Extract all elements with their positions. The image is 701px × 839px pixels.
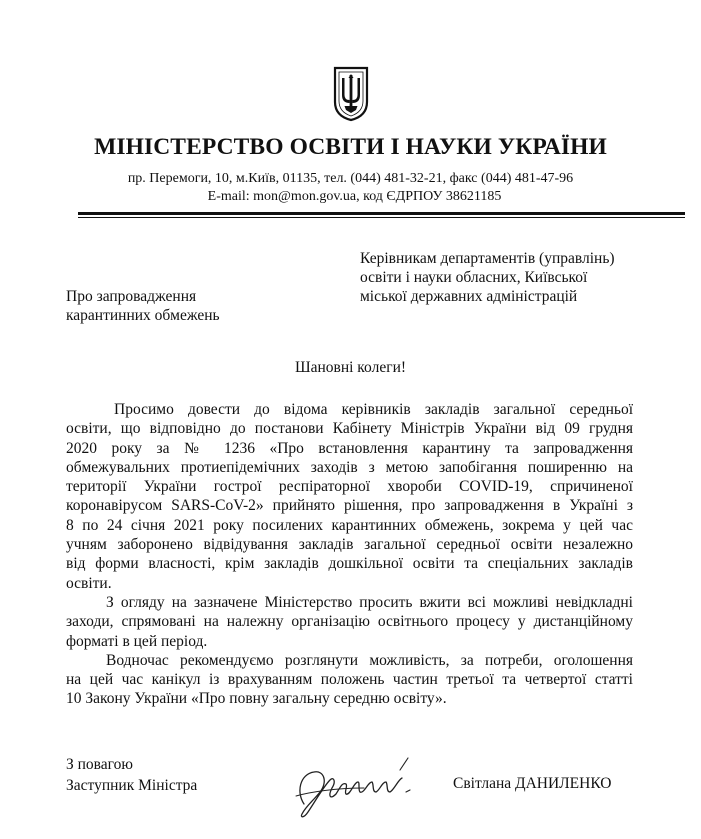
signatory-name: Світлана ДАНИЛЕНКО	[453, 775, 612, 792]
body-line: території України гострої респіраторної хвороби COVID-19, спричиненої	[66, 478, 633, 496]
header-divider-thick	[78, 212, 685, 215]
body-line: коронавірусом SARS-CoV-2» прийнято рішення, про запровадження в Україні з	[66, 497, 633, 515]
body-line: Просимо довести до відома керівників закладів загальної середньої	[114, 401, 633, 418]
ministry-contacts	[0, 170, 701, 206]
addressee-line: Керівникам департаментів (управлінь)	[360, 250, 615, 267]
body-line: обмежувальних протиепідемічних заходів з метою запобігання поширенню на	[66, 458, 633, 476]
subject-line: карантинних обмежень	[66, 307, 220, 324]
ministry-address: пр. Перемоги, 10, м.Київ, 01135, тел. (044) 481-32-21, факс (044) 481-47-96	[127, 171, 574, 186]
body-line: освіти.	[66, 574, 112, 592]
trident-emblem-icon	[331, 62, 371, 122]
body-line: освіти, що відповідно до постанови Кабінету Міністрів України від 09 грудня	[66, 420, 633, 438]
body-line: Водночас рекомендуємо розглянути можливість, за потреби, оголошення	[106, 651, 633, 669]
subject-block	[66, 287, 220, 325]
body-line: 8 по 24 січня 2021 року посилених карантинних обмежень, зокрема у цей час	[66, 516, 633, 534]
subject-line: Про запровадження	[66, 288, 197, 305]
addressee-line: освіти і науки обласних, Київської	[360, 269, 588, 286]
body-line: З огляду на зазначене Міністерство просить вжити всі можливі невідкладні	[106, 593, 633, 611]
body-line: форматі в цей період.	[66, 632, 208, 650]
body-line: учням заборонено відвідування закладів загальної середньої освіти незалежно	[66, 536, 633, 554]
ministry-title: МІНІСТЕРСТВО ОСВІТИ І НАУКИ УКРАЇНИ	[94, 134, 607, 160]
ministry-email-code: E-mail: mon@mon.gov.ua, код ЄДРПОУ 38621185	[207, 189, 502, 204]
header-divider-thin	[78, 217, 685, 218]
closing-block	[66, 754, 197, 796]
addressee-block	[360, 249, 680, 306]
closing-regards: З повагою	[66, 756, 133, 773]
signature-icon	[290, 752, 420, 822]
body-line: заходи, спрямовані на належну організацію освітнього процесу у дистанційному	[66, 613, 633, 631]
addressee-line: міської державних адміністрацій	[360, 288, 578, 305]
body-line: від форми власності, крім закладів дошкільної освіти та спеціальних закладів	[66, 555, 633, 573]
greeting: Шановні колеги!	[294, 359, 407, 376]
body-line: на цей час канікул із врахуванням положень частин третьої та четвертої статті	[66, 671, 633, 689]
closing-position: Заступник Міністра	[66, 777, 198, 794]
body-line: 2020 року за № 1236 «Про встановлення карантину та запровадження	[66, 439, 633, 457]
letter-body	[66, 400, 633, 709]
body-line: 10 Закону України «Про повну загальну середню освіту».	[66, 690, 447, 708]
